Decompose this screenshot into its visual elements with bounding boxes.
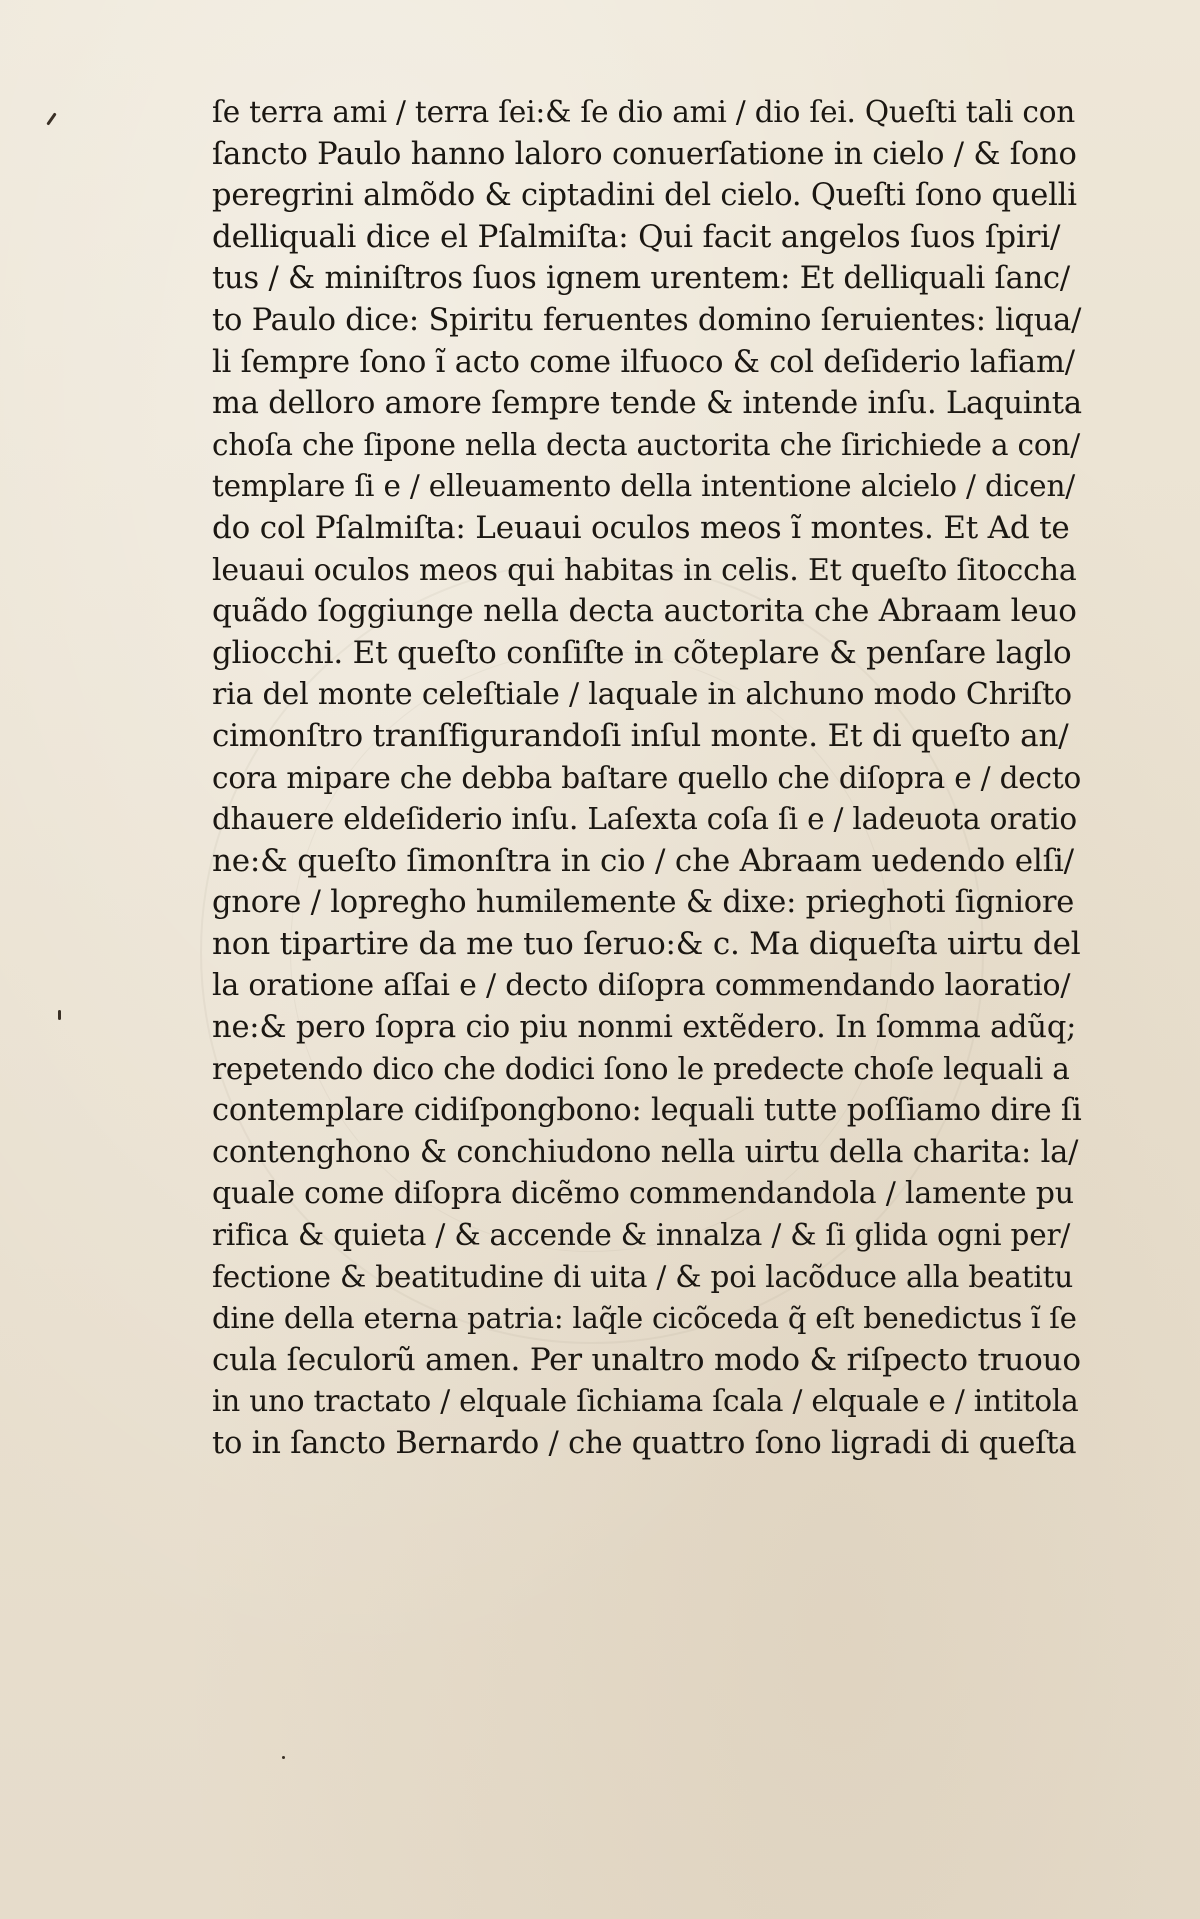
- text-line: delliquali dice el Pſalmiſta: Qui facit angelos ſuos ſpiri/: [212, 218, 1061, 255]
- ink-speck: [46, 112, 56, 125]
- text-line: cora mipare che debba baſtare quello che diſopra e / decto: [212, 760, 1082, 795]
- body-text: [212, 92, 1082, 1465]
- ink-speck: [58, 1010, 61, 1020]
- text-line: in uno tractato / elquale ſichiama ſcala / elquale e / intitola: [212, 1384, 1079, 1419]
- text-line: rifica & quieta / & accende & innalza / & ſi glida ogni per/: [212, 1218, 1071, 1253]
- ink-speck: [282, 1756, 285, 1759]
- text-line: gnore / lopregho humilemente & dixe: prieghoti ſigniore: [212, 885, 1075, 921]
- text-line: li ſempre ſono ĩ acto come ilfuoco & col deſiderio lafiam/: [212, 344, 1075, 380]
- text-line: do col Pſalmiſta: Leuaui oculos meos ĩ montes. Et Ad te: [212, 509, 1070, 546]
- text-line: contemplare cidiſpongbono: lequali tutte poſſiamo dire ſi: [212, 1093, 1082, 1129]
- text-line: la oratione aſſai e / decto diſopra commendando laoratio/: [212, 968, 1071, 1004]
- text-line: cula ſeculorũ amen. Per unaltro modo & riſpecto truouo: [212, 1341, 1081, 1378]
- text-line: dhauere eldeſiderio inſu. Laſexta coſa ſi e / ladeuota oratio: [212, 802, 1077, 837]
- text-line: ſancto Paulo hanno laloro conuerſatione in cielo / & ſono: [212, 136, 1077, 172]
- text-line: to Paulo dice: Spiritu feruentes domino ſeruientes: liqua/: [212, 302, 1082, 338]
- text-line: choſa che ſipone nella decta auctorita che ſirichiede a con/: [212, 427, 1080, 462]
- text-line: peregrini almõdo & ciptadini del cielo. Queſti ſono quelli: [212, 178, 1077, 214]
- text-line: gliocchi. Et queſto conſiſte in cõteplare & penſare laglo: [212, 634, 1072, 671]
- text-line: templare ſi e / elleuamento della intentione alcielo / dicen/: [212, 469, 1075, 504]
- text-line: repetendo dico che dodici ſono le predecte choſe lequali a: [212, 1051, 1070, 1086]
- text-line: to in ſancto Bernardo / che quattro ſono ligradi di queſta: [212, 1426, 1077, 1461]
- text-line: ſe terra ami / terra ſei:& ſe dio ami / dio ſei. Queſti tali con: [212, 95, 1076, 129]
- text-line: fectione & beatitudine di uita / & poi lacõduce alla beatitu: [212, 1259, 1074, 1294]
- text-line: quãdo ſoggiunge nella decta auctorita che Abraam leuo: [212, 593, 1077, 630]
- text-line: ne:& queſto ſimonſtra in cio / che Abraam uedendo elſi/: [212, 842, 1074, 879]
- text-line: tus / & miniſtros ſuos ignem urentem: Et delliquali ſanc/: [212, 261, 1070, 297]
- text-line: ne:& pero ſopra cio piu nonmi extẽdero. In ſomma adũq;: [212, 1010, 1077, 1046]
- text-line: cimonſtro tranſfigurandoſi inſul monte. Et di queſto an/: [212, 717, 1069, 754]
- text-line: ma delloro amore ſempre tende & intende inſu. Laquinta: [212, 386, 1082, 422]
- text-line: leuaui oculos meos qui habitas in celis. Et queſto ſitoccha: [212, 552, 1077, 588]
- text-line: quale come diſopra dicẽmo commendandola / lamente pu: [212, 1176, 1074, 1212]
- text-line: ria del monte celeſtiale / laquale in alchuno modo Chriſto: [212, 677, 1072, 713]
- text-line: non tipartire da me tuo ſeruo:& c. Ma diqueſta uirtu del: [212, 925, 1081, 962]
- text-line: dine della eterna patria: laq̃le cicõceda q̃ eſt benedictus ĩ ſe: [212, 1301, 1077, 1336]
- text-line: contenghono & conchiudono nella uirtu della charita: la/: [212, 1134, 1079, 1170]
